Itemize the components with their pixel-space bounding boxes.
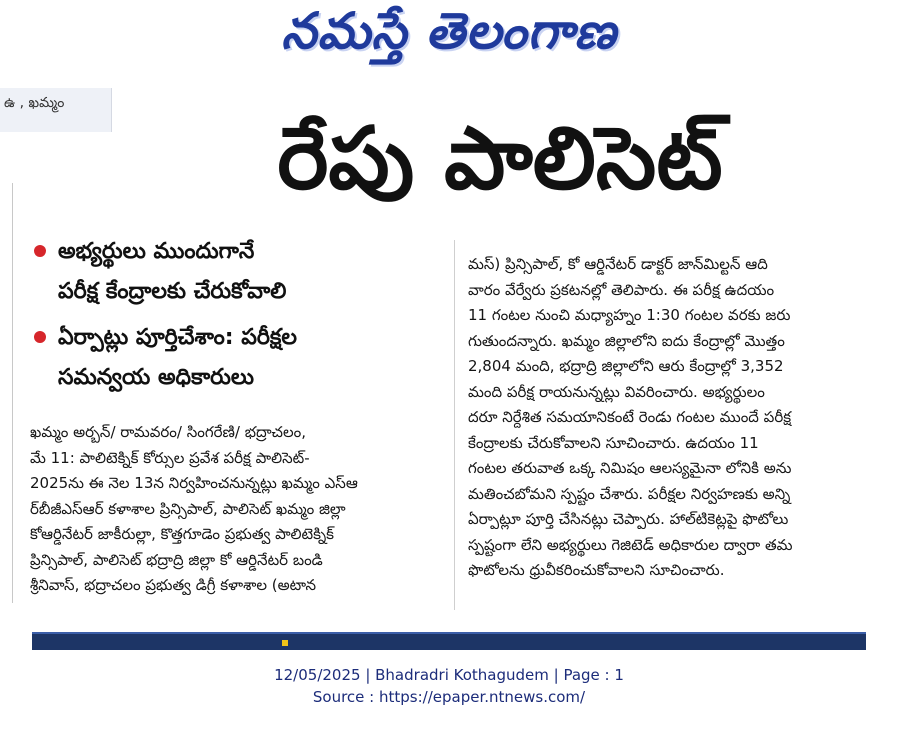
bullet-dot-icon — [34, 331, 46, 343]
column-divider — [454, 240, 455, 610]
body-line: కేంద్రాలకు చేరుకోవాలని సూచించారు. ఉదయం 11 — [468, 433, 759, 452]
body-line: మతించబోమని స్పష్టం చేశారు. పరీక్షల నిర్వహణకు అన్ని — [468, 484, 791, 503]
next-article-banner — [32, 632, 866, 650]
clipping-footer — [0, 664, 898, 708]
body-line: 2,804 మంది, భద్రాద్రి జిల్లాలోని ఆరు కేంద్రాల్లో 3,352 — [468, 357, 784, 375]
body-line: ప్రిన్సిపాల్, పాలిసెట్ భద్రాద్రి జిల్లా కో ఆర్డినేటర్ బండి — [30, 550, 323, 569]
newspaper-logo: నమస్తే తెలంగాణ — [281, 2, 617, 60]
footer-date-edition: 12/05/2025 | Bhadradri Kothagudem | Page : 1 — [274, 666, 624, 684]
body-line: గంటల తరువాత ఒక్క నిమిషం ఆలస్యమైనా లోనికి అను — [468, 459, 792, 477]
body-line: కోఆర్డినేటర్ జాకీరుల్లా, కొత్తగూడెం ప్రభుత్వ పాలిటెక్నిక్ — [30, 525, 334, 543]
masthead — [0, 0, 898, 72]
body-line: మంది పరీక్ష రాయనున్నట్లు వివరించారు. అభ్యర్థులం — [468, 382, 765, 401]
bullet-text: అభ్యర్థులు ముందుగానే — [58, 239, 255, 264]
bullet-point — [30, 232, 440, 312]
footer-source-link[interactable]: Source : https://epaper.ntnews.com/ — [312, 688, 586, 706]
body-line: ఫొటోలను ధ్రువీకరించుకోవాలని సూచించారు. — [468, 561, 725, 579]
bullet-text: పరీక్ష కేంద్రాలకు చేరుకోవాలి — [58, 279, 287, 304]
article-headline: రేపు పాలిసెట్ — [277, 109, 723, 209]
body-line: గుతుందన్నారు. ఖమ్మం జిల్లాలోని ఐదు కేంద్రాల్లో మొత్తం — [468, 331, 785, 350]
left-divider — [12, 183, 13, 603]
body-line: 2025ను ఈ నెల 13న నిర్వహించనున్నట్లు ఖమ్మం ఎస్ఆ — [30, 474, 358, 492]
body-line: వారం వేర్వేరు ప్రకటనల్లో తెలిపారు. ఈ పరీక్ష ఉదయం — [468, 280, 775, 299]
body-line: శ్రీనివాస్, భద్రాచలం ప్రభుత్వ డిగ్రీ కళాశాల (అటాన — [30, 576, 317, 594]
article-body-left-column — [30, 420, 440, 610]
body-line: ఏర్పాట్లూ పూర్తి చేసినట్లు చెప్పారు. హాల్‌టికెట్లపై ఫొటోలు — [468, 510, 789, 528]
body-line: ర్‌బీజీఎస్ఆర్ కళాశాల ప్రిన్సిపాల్, పాలిసెట్ ఖమ్మం జిల్లా — [30, 499, 346, 518]
bullet-text: సమన్వయ అధికారులు — [58, 365, 255, 390]
body-line: 11 గంటల నుంచి మధ్యాహ్నం 1:30 గంటల వరకు జరు — [468, 306, 791, 324]
bullet-text: ఏర్పాట్లు పూర్తిచేశాం: పరీక్షల — [58, 325, 297, 350]
body-line: స్పష్టంగా లేని అభ్యర్థులు గెజిటెడ్ అధికారుల ద్వారా తమ — [468, 535, 793, 554]
bullet-dot-icon — [34, 245, 46, 257]
banner-accent — [282, 640, 288, 646]
body-line: దరూ నిర్దేశిత సమయానికంటే రెండు గంటల ముందే పరీక్ష — [468, 408, 792, 426]
body-line: ఖమ్మం అర్బన్/ రామవరం/ సింగరేణి/ భద్రాచలం, — [30, 423, 306, 441]
highlight-bullets — [30, 232, 440, 404]
article-body-right-column — [468, 252, 868, 612]
body-line: మే 11: పాలిటెక్నిక్ కోర్సుల ప్రవేశ పరీక్ష పాలిసెట్- — [30, 448, 310, 467]
body-line: మస్) ప్రిన్సిపాల్, కో ఆర్డినేటర్ డాక్టర్ జాన్‌మిల్టన్ ఆది — [468, 255, 768, 273]
adjacent-article-fragment: ఉ , ఖమ్మం — [0, 88, 112, 132]
bullet-point — [30, 318, 440, 398]
